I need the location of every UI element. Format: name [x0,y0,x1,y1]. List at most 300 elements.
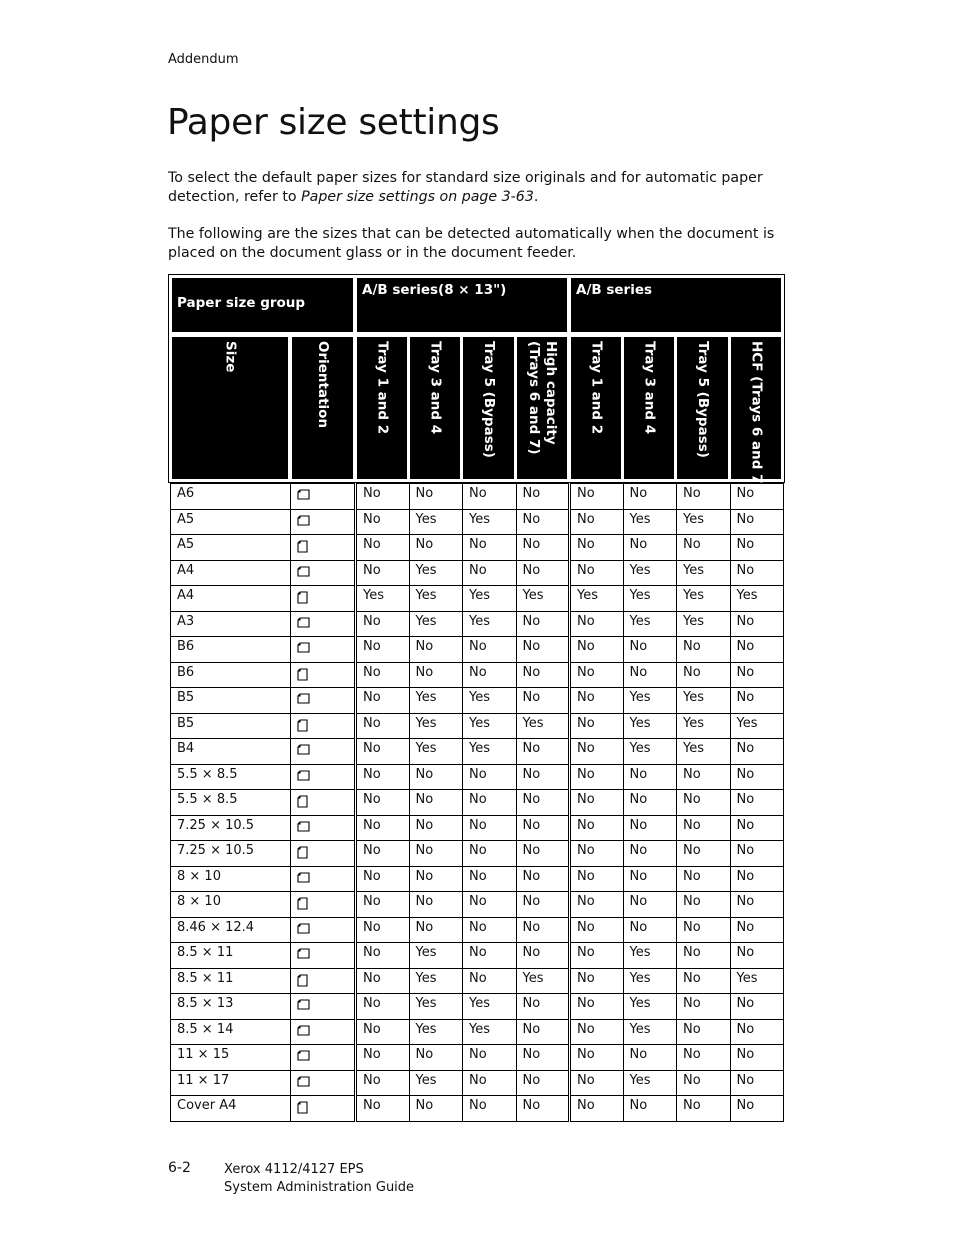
value-cell: No [356,917,410,943]
col-header-size [172,337,288,479]
table-row [171,917,784,943]
table-row [171,1019,784,1045]
table-row [171,1070,784,1096]
value-cell: No [730,815,784,841]
col-orientation-label: Orientation [315,341,331,429]
value-cell: No [677,892,731,918]
value-cell: No [356,1070,410,1096]
value-cell: No [463,662,517,688]
value-cell: No [730,688,784,714]
value-cell: No [623,866,677,892]
value-cell: Yes [516,713,570,739]
table-row [171,484,784,510]
table-row [171,713,784,739]
value-cell: No [730,662,784,688]
value-cell: No [570,1045,624,1071]
table-row [171,662,784,688]
value-cell: Yes [463,586,517,612]
value-cell: No [463,535,517,561]
value-cell: No [570,994,624,1020]
value-cell: No [623,892,677,918]
value-cell: No [570,892,624,918]
value-cell: No [463,943,517,969]
value-cell: No [677,1019,731,1045]
orientation-cell [291,688,356,714]
orientation-cell [291,866,356,892]
value-cell: No [623,637,677,663]
value-cell: No [677,1096,731,1122]
orientation-cell [291,764,356,790]
value-cell: No [677,790,731,816]
paper-size-table [170,483,784,1122]
value-cell: No [730,790,784,816]
value-cell: No [356,815,410,841]
value-cell: No [409,484,463,510]
group-label: Paper size group [177,295,306,311]
value-cell: No [677,943,731,969]
value-cell: No [677,484,731,510]
table-row [171,611,784,637]
value-cell: Yes [623,739,677,765]
value-cell: No [516,1096,570,1122]
value-cell: No [677,841,731,867]
value-cell: No [623,1096,677,1122]
guide-name: System Administration Guide [224,1180,415,1195]
value-cell: Yes [623,1070,677,1096]
value-cell: No [730,611,784,637]
value-cell: No [516,535,570,561]
value-cell: No [623,764,677,790]
value-cell: Yes [516,968,570,994]
orientation-cell [291,739,356,765]
value-cell: No [570,560,624,586]
header-paper-size-group [172,278,353,332]
table-row [171,586,784,612]
value-cell: Yes [463,509,517,535]
header-group-ab-8x13 [357,278,567,332]
value-cell: No [677,535,731,561]
landscape-page-icon [297,767,310,781]
size-cell: 5.5 × 8.5 [171,790,291,816]
size-cell: B5 [171,713,291,739]
value-cell: No [677,637,731,663]
table-row [171,1045,784,1071]
value-cell: No [409,535,463,561]
orientation-cell [291,509,356,535]
size-cell: B4 [171,739,291,765]
col-size-label: Size [222,341,239,373]
value-cell: Yes [677,688,731,714]
value-cell: Yes [570,586,624,612]
orientation-cell [291,815,356,841]
value-cell: No [570,943,624,969]
value-cell: No [570,662,624,688]
size-cell: 8 × 10 [171,866,291,892]
orientation-cell [291,943,356,969]
page-title: Paper size settings [167,102,500,143]
portrait-page-icon [297,665,308,681]
value-cell: Yes [463,994,517,1020]
size-cell: A5 [171,509,291,535]
value-cell: No [516,509,570,535]
col-label: Tray 1 and 2 [588,341,605,435]
value-cell: No [730,764,784,790]
col-label: Tray 5 (Bypass) [695,341,711,458]
value-cell: No [516,1070,570,1096]
orientation-cell [291,994,356,1020]
col-label: Tray 3 and 4 [641,341,658,435]
value-cell: No [623,790,677,816]
value-cell: No [570,637,624,663]
value-cell: No [356,790,410,816]
value-cell: No [730,1096,784,1122]
col-label: Tray 1 and 2 [374,341,391,435]
orientation-cell [291,713,356,739]
size-cell: B6 [171,662,291,688]
value-cell: No [570,611,624,637]
value-cell: No [516,943,570,969]
size-cell: B6 [171,637,291,663]
value-cell: No [463,968,517,994]
table-row [171,764,784,790]
value-cell: No [623,535,677,561]
value-cell: No [570,509,624,535]
value-cell: No [730,1045,784,1071]
orientation-cell [291,968,356,994]
landscape-page-icon [297,741,310,755]
value-cell: No [570,535,624,561]
size-cell: 8.5 × 13 [171,994,291,1020]
value-cell: No [570,968,624,994]
value-cell: Yes [463,739,517,765]
value-cell: Yes [409,739,463,765]
value-cell: Yes [623,994,677,1020]
col-header-g2-tray-5 [677,337,728,479]
value-cell: No [463,892,517,918]
value-cell: No [356,968,410,994]
value-cell: No [356,662,410,688]
value-cell: No [570,484,624,510]
value-cell: No [356,1019,410,1045]
portrait-page-icon [297,971,308,987]
table-row [171,739,784,765]
size-cell: 5.5 × 8.5 [171,764,291,790]
value-cell: No [570,815,624,841]
col-header-g2-hcf [731,337,781,490]
size-cell: 7.25 × 10.5 [171,815,291,841]
value-cell: No [356,484,410,510]
value-cell: No [356,841,410,867]
value-cell: No [516,688,570,714]
value-cell: No [356,560,410,586]
value-cell: Yes [409,943,463,969]
value-cell: No [730,560,784,586]
value-cell: No [570,1019,624,1045]
value-cell: Yes [463,611,517,637]
size-cell: B5 [171,688,291,714]
value-cell: Yes [677,560,731,586]
table-row [171,688,784,714]
value-cell: No [463,484,517,510]
intro-text-end: . [533,189,539,205]
orientation-cell [291,1096,356,1122]
landscape-page-icon [297,869,310,883]
table-row [171,1096,784,1122]
col-header-g1-high-capacity [517,337,567,479]
table-row [171,535,784,561]
value-cell: No [409,1045,463,1071]
header-group-ab [571,278,781,332]
landscape-page-icon [297,1073,310,1087]
size-cell: 8 × 10 [171,892,291,918]
table-row [171,994,784,1020]
value-cell: No [356,764,410,790]
col-header-g1-tray-3-4 [410,337,460,479]
value-cell: Yes [730,713,784,739]
portrait-page-icon [297,588,308,604]
value-cell: No [623,662,677,688]
value-cell: No [463,815,517,841]
value-cell: No [409,764,463,790]
size-cell: Cover A4 [171,1096,291,1122]
orientation-cell [291,662,356,688]
orientation-cell [291,1019,356,1045]
value-cell: No [570,841,624,867]
value-cell: No [356,943,410,969]
size-cell: A4 [171,586,291,612]
value-cell: No [463,790,517,816]
value-cell: No [463,1096,517,1122]
value-cell: No [356,1096,410,1122]
value-cell: No [409,790,463,816]
orientation-cell [291,535,356,561]
value-cell: Yes [623,688,677,714]
orientation-cell [291,637,356,663]
value-cell: Yes [409,586,463,612]
value-cell: Yes [623,560,677,586]
value-cell: No [677,662,731,688]
value-cell: No [677,1070,731,1096]
value-cell: No [356,994,410,1020]
value-cell: No [516,637,570,663]
value-cell: Yes [409,994,463,1020]
portrait-page-icon [297,1098,308,1114]
value-cell: Yes [677,739,731,765]
value-cell: No [409,1096,463,1122]
value-cell: No [463,866,517,892]
value-cell: Yes [356,586,410,612]
value-cell: Yes [409,611,463,637]
table-row [171,841,784,867]
value-cell: No [570,866,624,892]
col-label: Tray 3 and 4 [427,341,444,435]
orientation-cell [291,841,356,867]
orientation-cell [291,1070,356,1096]
orientation-cell [291,917,356,943]
value-cell: No [623,1045,677,1071]
value-cell: Yes [677,509,731,535]
landscape-page-icon [297,639,310,653]
value-cell: No [570,739,624,765]
value-cell: Yes [409,713,463,739]
value-cell: No [730,917,784,943]
value-cell: No [570,1096,624,1122]
size-cell: A6 [171,484,291,510]
value-cell: No [570,1070,624,1096]
value-cell: No [730,637,784,663]
value-cell: No [409,841,463,867]
value-cell: No [463,560,517,586]
value-cell: Yes [623,586,677,612]
table-row [171,866,784,892]
group-ab-8x13-label: A/B series(8 × 13") [362,282,507,298]
value-cell: No [730,943,784,969]
value-cell: No [463,637,517,663]
landscape-page-icon [297,1022,310,1036]
landscape-page-icon [297,512,310,526]
table-row [171,815,784,841]
value-cell: No [409,866,463,892]
cross-reference-link[interactable]: Paper size settings on page 3-63 [301,189,534,205]
value-cell: No [516,1019,570,1045]
footer-product [224,1161,414,1197]
value-cell: No [730,509,784,535]
value-cell: Yes [623,968,677,994]
table-row [171,637,784,663]
size-cell: 7.25 × 10.5 [171,841,291,867]
value-cell: No [409,892,463,918]
value-cell: No [623,917,677,943]
value-cell: No [730,484,784,510]
orientation-cell [291,892,356,918]
value-cell: No [463,917,517,943]
value-cell: No [730,841,784,867]
table-row [171,892,784,918]
table-row [171,943,784,969]
product-name: Xerox 4112/4127 EPS [224,1162,364,1177]
value-cell: No [356,611,410,637]
value-cell: No [623,815,677,841]
intro-paragraph-2: The following are the sizes that can be detected automatically when the document is placed on the document glass or in the document feeder. [168,226,775,261]
value-cell: No [516,1045,570,1071]
portrait-page-icon [297,716,308,732]
value-cell: No [463,1045,517,1071]
landscape-page-icon [297,920,310,934]
size-cell: 11 × 15 [171,1045,291,1071]
value-cell: Yes [730,968,784,994]
size-cell: A3 [171,611,291,637]
value-cell: Yes [516,586,570,612]
value-cell: No [516,892,570,918]
col-label: HCF (Trays 6 and 7) [748,341,765,490]
value-cell: Yes [409,1070,463,1096]
value-cell: No [516,764,570,790]
value-cell: Yes [623,943,677,969]
orientation-cell [291,560,356,586]
value-cell: Yes [623,1019,677,1045]
value-cell: Yes [623,509,677,535]
value-cell: No [463,764,517,790]
value-cell: No [516,560,570,586]
landscape-page-icon [297,945,310,959]
value-cell: No [570,688,624,714]
value-cell: No [356,866,410,892]
portrait-page-icon [297,792,308,808]
value-cell: No [623,484,677,510]
value-cell: No [570,917,624,943]
value-cell: No [677,1045,731,1071]
value-cell: Yes [409,509,463,535]
landscape-page-icon [297,563,310,577]
size-cell: 8.5 × 11 [171,943,291,969]
page-number: 6-2 [168,1160,191,1176]
value-cell: No [730,739,784,765]
value-cell: No [356,713,410,739]
size-cell: 11 × 17 [171,1070,291,1096]
value-cell: No [409,637,463,663]
group-ab-label: A/B series [576,282,653,298]
col-header-g2-tray-1-2 [571,337,621,479]
value-cell: No [730,994,784,1020]
value-cell: No [516,994,570,1020]
value-cell: Yes [463,1019,517,1045]
table-row [171,509,784,535]
col-header-g1-tray-5 [463,337,514,479]
col-label: High capacity (Trays 6 and 7) [526,341,559,455]
paper-size-table-body [171,484,784,1122]
value-cell: Yes [409,560,463,586]
value-cell: No [677,764,731,790]
value-cell: No [730,1019,784,1045]
value-cell: Yes [409,688,463,714]
value-cell: Yes [730,586,784,612]
value-cell: Yes [677,713,731,739]
value-cell: Yes [409,968,463,994]
value-cell: No [356,637,410,663]
portrait-page-icon [297,537,308,553]
value-cell: No [356,892,410,918]
value-cell: No [356,739,410,765]
portrait-page-icon [297,894,308,910]
value-cell: No [677,866,731,892]
landscape-page-icon [297,690,310,704]
value-cell: Yes [677,586,731,612]
col-label: Tray 5 (Bypass) [481,341,497,458]
portrait-page-icon [297,843,308,859]
value-cell: Yes [463,713,517,739]
landscape-page-icon [297,996,310,1010]
value-cell: No [409,662,463,688]
col-header-g2-tray-3-4 [624,337,674,479]
landscape-page-icon [297,1047,310,1061]
intro-text: To select the default paper sizes for standard size originals and for automatic paper detection, refer to [168,170,763,205]
table-row [171,968,784,994]
size-cell: 8.46 × 12.4 [171,917,291,943]
col-header-orientation [292,337,353,479]
value-cell: No [356,509,410,535]
size-cell: 8.5 × 14 [171,1019,291,1045]
value-cell: No [516,484,570,510]
size-cell: A4 [171,560,291,586]
intro-paragraph-1 [168,169,788,207]
value-cell: Yes [623,713,677,739]
running-header: Addendum [168,52,239,67]
landscape-page-icon [297,614,310,628]
value-cell: No [516,739,570,765]
value-cell: No [730,535,784,561]
value-cell: Yes [677,611,731,637]
orientation-cell [291,484,356,510]
